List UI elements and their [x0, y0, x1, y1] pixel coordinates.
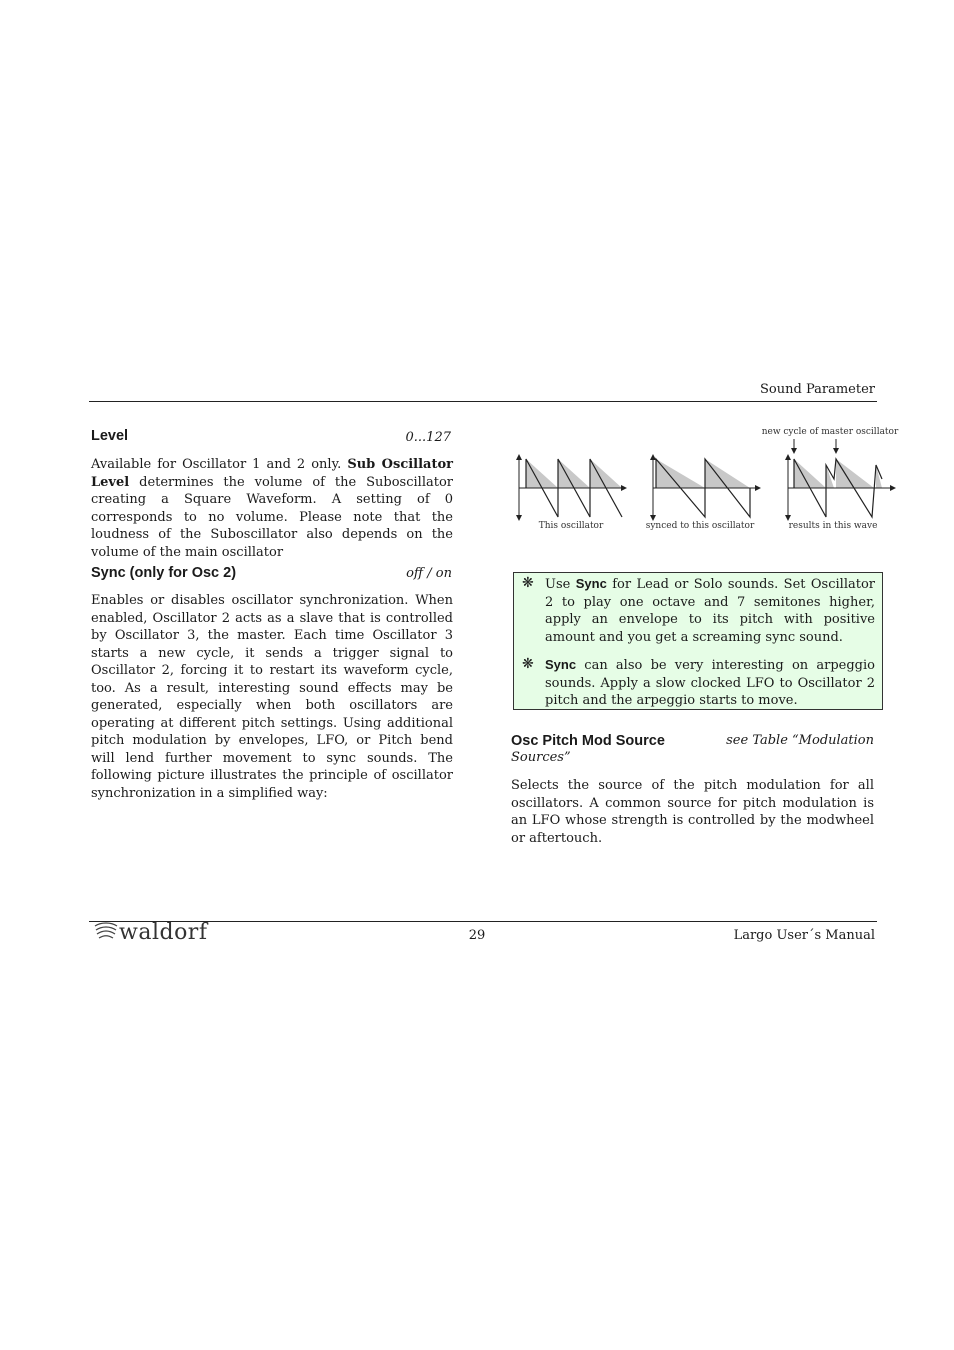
- level-paragraph: [91, 456, 453, 561]
- asterisk-icon: ❋: [522, 656, 534, 672]
- master-wave-graph: [519, 455, 626, 520]
- tip-2: [545, 656, 875, 710]
- pitchmod-paragraph: Selects the source of the pitch modulation for all oscillators. A common source for pitch modulation is an LFO whose strength is controlled by the modwheel or aftertouch.: [511, 778, 874, 846]
- level-text-bold: Sub Oscillator Level: [91, 457, 454, 490]
- tip-2-post: can also be very interesting on arpeggio sounds. Apply a slow clocked LFO to Oscillator 2 pitch and the arpeggio starts to move.: [545, 658, 875, 708]
- pitchmod-heading: Osc Pitch Mod Source: [511, 733, 665, 749]
- page-number: 29: [468, 928, 486, 943]
- tip-1-post: for Lead or Solo sounds. Set Oscillator 2 to play one octave and 7 semitones higher, apply an envelope to its pitch with positive amount and you get a screaming sync sound.: [545, 577, 875, 645]
- diagram-top-label: new cycle of master oscillator: [761, 427, 899, 437]
- level-text-b: determines the volume of the Suboscillator creating a Square Waveform. A setting of 0 corresponds to no volume. Please note that the loudness of the Suboscillator also depends on the volume of the main oscillator: [91, 474, 453, 560]
- sync-heading: Sync (only for Osc 2): [91, 565, 237, 581]
- header-rule: [89, 401, 877, 402]
- tip-box: [513, 572, 883, 710]
- diagram-caption-3: results in this wave: [788, 521, 878, 531]
- tip-1: [545, 575, 875, 646]
- result-wave-graph: [788, 439, 895, 520]
- tip-2-bold: Sync: [545, 657, 577, 672]
- diagram-caption-2: synced to this oscillator: [645, 521, 755, 531]
- level-heading: Level: [91, 428, 129, 444]
- tip-1-pre: Use: [545, 577, 576, 592]
- pitchmod-range-line2: Sources”: [511, 750, 571, 765]
- pitchmod-range-line1: see Table “Modulation: [726, 733, 874, 748]
- sync-paragraph: Enables or disables oscillator synchronization. When enabled, Oscillator 2 acts as a slave that is controlled by Oscillator 3, the master. Each time Oscillator 3 starts a new cycle, it sends a trigger signal to Oscillator 2, forcing it to restart its waveform cycle, too. As a result, interesting sound effects may be generated, especially when both oscillators are operating at different pitch settings. Using additional pitch modulation by envelopes, LFO, or Pitch bend will lend further movement to sync sounds. The following picture illustrates the principle of oscillator synchronization in a simplified way:: [91, 593, 453, 801]
- slave-wave-graph: [653, 455, 760, 520]
- level-text-a: Available for Oscillator 1 and 2 only.: [91, 457, 348, 472]
- level-range: 0...127: [405, 430, 451, 445]
- waldorf-logo: [93, 920, 207, 945]
- manual-title: Largo User´s Manual: [733, 928, 875, 943]
- asterisk-icon: ❋: [522, 575, 534, 591]
- diagram-caption-1: This oscillator: [538, 521, 604, 531]
- waldorf-logo-text: waldorf: [119, 920, 208, 945]
- waldorf-swirl-icon: [93, 920, 119, 942]
- section-title: Sound Parameter: [760, 382, 875, 397]
- tip-1-bold: Sync: [575, 576, 607, 591]
- sync-range: off / on: [406, 566, 452, 581]
